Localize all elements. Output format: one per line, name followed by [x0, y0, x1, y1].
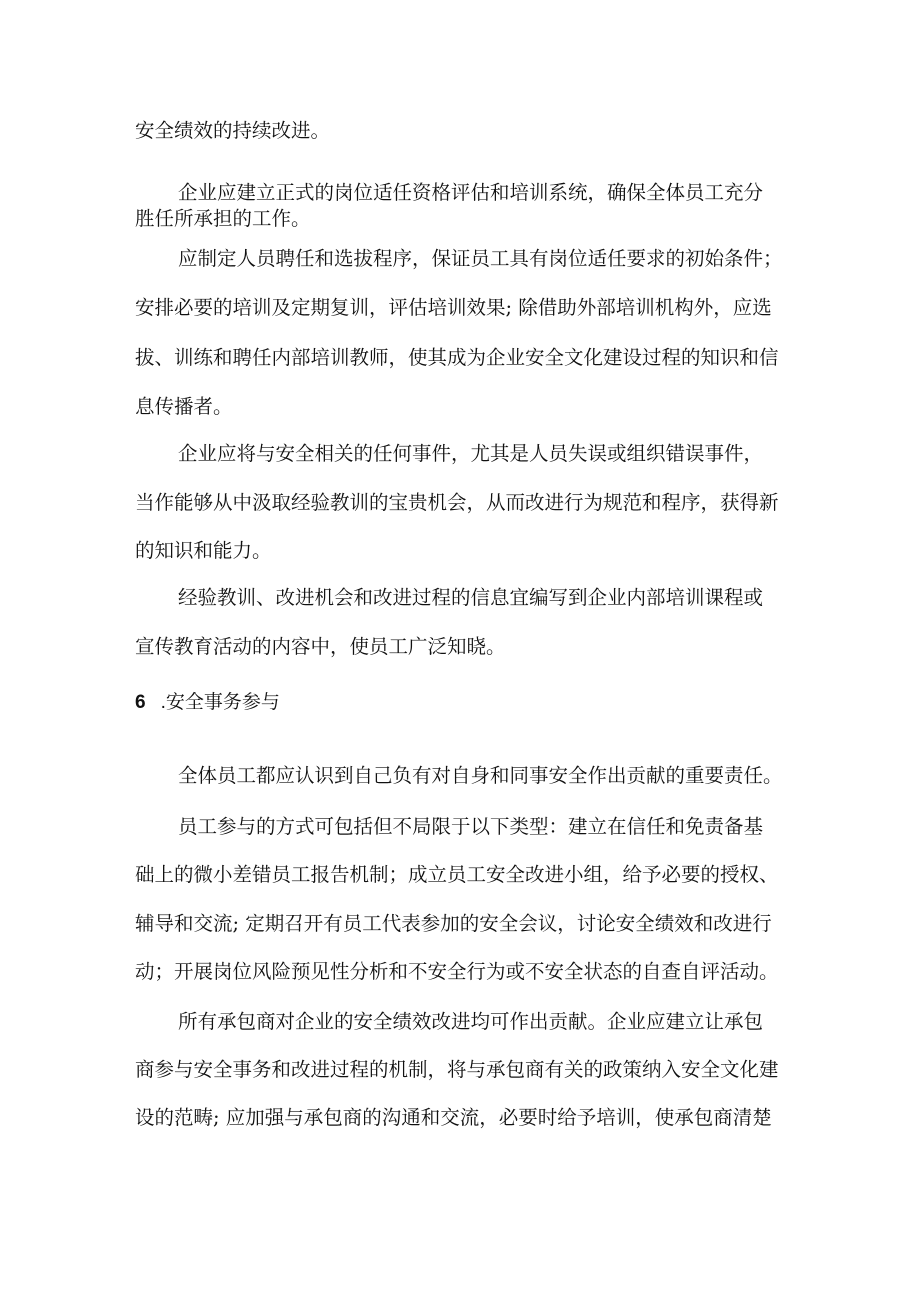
text-line: 宣传教育活动的内容中，使员工广泛知晓。: [135, 635, 506, 658]
section-heading: [135, 690, 280, 716]
text-line: 安全绩效的持续改进。: [135, 119, 331, 142]
text-line: 设的范畴; 应加强与承包商的沟通和交流，必要时给予培训，使承包商清楚: [135, 1106, 772, 1129]
text-line: 胜任所承担的工作。: [135, 207, 311, 230]
text-line: 动；开展岗位风险预见性分析和不安全行为或不安全状态的自查自评活动。: [135, 960, 779, 983]
text-line: 辅导和交流; 定期召开有员工代表参加的安全会议，讨论安全绩效和改进行: [135, 912, 772, 935]
text-line: 企业应将与安全相关的任何事件，尤其是人员失误或组织错误事件，: [178, 442, 764, 465]
text-line: 所有承包商对企业的安全绩效改进均可作出贡献。企业应建立让承包: [178, 1010, 764, 1033]
text-line: 当作能够从中汲取经验教训的宝贵机会，从而改进行为规范和程序，获得新: [135, 491, 779, 514]
text-line: 的知识和能力。: [135, 539, 272, 562]
text-line: 商参与安全事务和改进过程的机制，将与承包商有关的政策纳入安全文化建: [135, 1058, 779, 1081]
text-line: 企业应建立正式的岗位适任资格评估和培训系统，确保全体员工充分: [178, 181, 764, 204]
text-line: 础上的微小差错员工报告机制；成立员工安全改进小组，给予必要的授权、: [135, 863, 779, 886]
section-title: .安全事务参与: [160, 692, 280, 713]
text-line: 经验教训、改进机会和改进过程的信息宜编写到企业内部培训课程或: [178, 586, 764, 609]
text-line: 应制定人员聘任和选拔程序，保证员工具有岗位适任要求的初始条件；: [178, 247, 783, 270]
text-line: 员工参与的方式可包括但不局限于以下类型：建立在信任和免责备基: [178, 815, 764, 838]
text-line: 全体员工都应认识到自己负有对自身和同事安全作出贡献的重要责任。: [178, 764, 783, 787]
text-line: 拔、训练和聘任内部培训教师，使其成为企业安全文化建设过程的知识和信: [135, 346, 779, 369]
section-number: 6: [135, 692, 146, 713]
text-line: 息传播者。: [135, 395, 233, 418]
text-line: 安排必要的培训及定期复训，评估培训效果; 除借助外部培训机构外，应选: [135, 296, 772, 319]
